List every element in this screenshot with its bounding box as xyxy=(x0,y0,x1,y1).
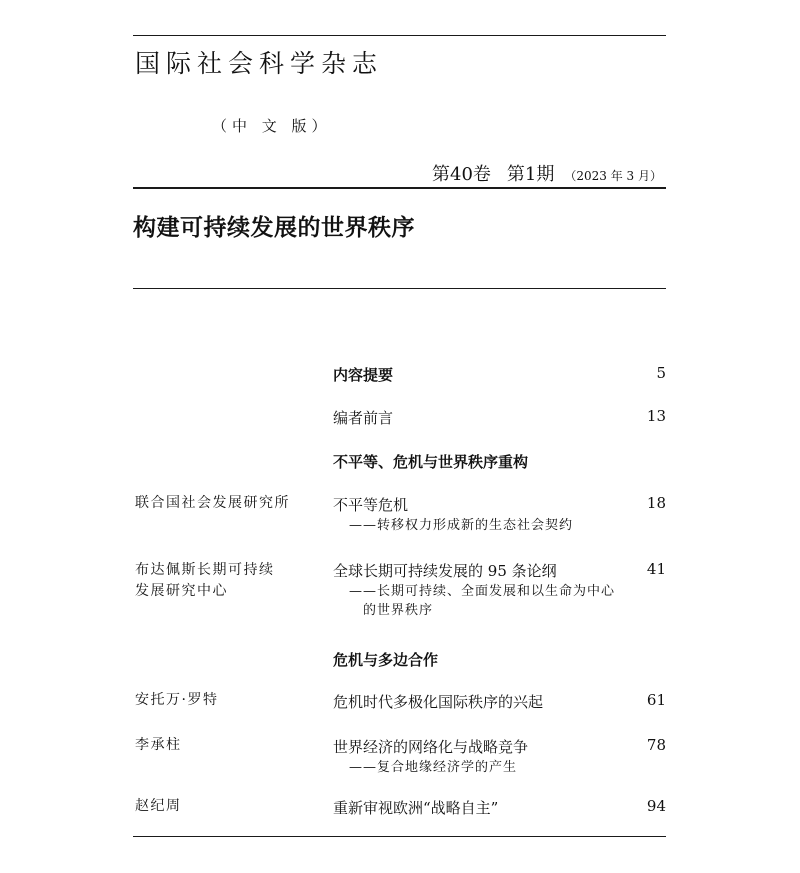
section-heading-2: 危机与多边合作 xyxy=(333,651,439,669)
entry2-title: 全球长期可持续发展的 95 条论纲 xyxy=(333,562,557,580)
entry3-title: 危机时代多极化国际秩序的兴起 xyxy=(333,693,544,711)
issue-date: （2023 年 3 月） xyxy=(564,169,662,183)
entry1-author: 联合国社会发展研究所 xyxy=(135,495,290,511)
entry1-title: 不平等危机 xyxy=(333,496,409,514)
toc-preface: 编者前言 xyxy=(333,409,394,427)
top-rule xyxy=(133,35,666,36)
entry4-page: 78 xyxy=(646,736,666,754)
bottom-rule xyxy=(133,836,666,837)
entry5-title: 重新审视欧洲“战略自主” xyxy=(333,799,499,817)
entry4-title: 世界经济的网络化与战略竞争 xyxy=(333,738,529,756)
toc-preface-page: 13 xyxy=(646,407,666,425)
entry2-author-line1: 布达佩斯长期可持续 xyxy=(135,562,275,578)
entry1-subtitle: ——转移权力形成新的生态社会契约 xyxy=(349,518,574,533)
entry1-page: 18 xyxy=(646,494,666,512)
entry3-author: 安托万·罗特 xyxy=(135,692,219,708)
entry2-author-line2: 发展研究中心 xyxy=(135,583,228,599)
main-title: 构建可持续发展的世界秩序 xyxy=(133,215,415,241)
journal-title: 国际社会科学杂志 xyxy=(135,49,384,78)
issue-info xyxy=(432,160,662,186)
toc-summary: 内容提要 xyxy=(333,366,394,384)
volume-label: 第40卷 xyxy=(432,164,491,185)
entry3-page: 61 xyxy=(646,691,666,709)
entry4-subtitle: ——复合地缘经济学的产生 xyxy=(349,760,518,775)
section-heading-1: 不平等、危机与世界秩序重构 xyxy=(333,453,529,471)
entry5-author: 赵纪周 xyxy=(135,798,182,814)
entry2-subtitle-line1: ——长期可持续、全面发展和以生命为中心 xyxy=(349,584,616,599)
issue-rule xyxy=(133,187,666,189)
entry4-author: 李承柱 xyxy=(135,737,182,753)
entry5-page: 94 xyxy=(646,797,666,815)
edition-label: （中 文 版） xyxy=(212,117,332,135)
entry2-page: 41 xyxy=(646,560,666,578)
toc-summary-page: 5 xyxy=(656,364,666,382)
entry2-subtitle-line2: 的世界秩序 xyxy=(363,603,434,618)
issue-number: 第1期 xyxy=(506,164,555,185)
title-rule xyxy=(133,288,666,289)
